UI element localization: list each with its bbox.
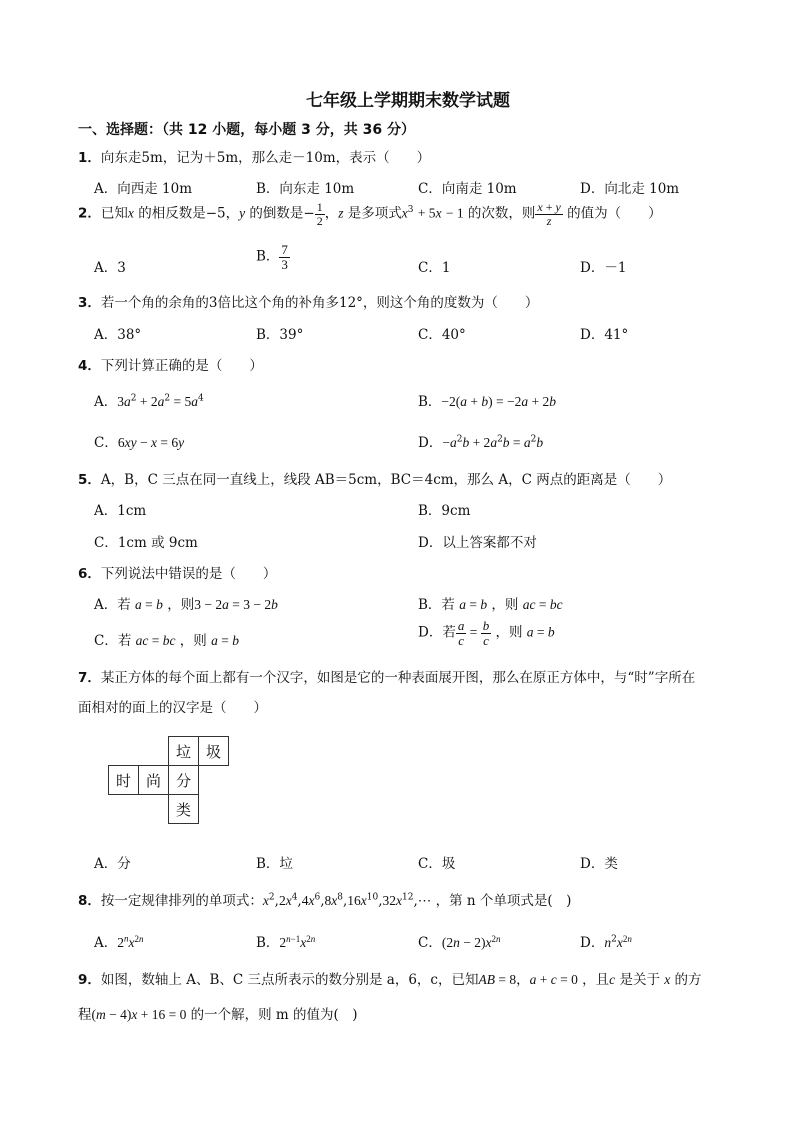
option-c: C．40° bbox=[418, 327, 466, 343]
option-d: D．类 bbox=[580, 856, 618, 872]
question-1 bbox=[78, 146, 430, 166]
question-6 bbox=[78, 562, 276, 582]
option-c: C．6xy − x = 6y bbox=[94, 435, 185, 451]
option-b: B．39° bbox=[256, 327, 304, 343]
option-d: D．－1 bbox=[580, 260, 627, 276]
question-text: 某正方体的每个面上都有一个汉字，如图是它的一种表面展开图，那么在原正方体中，与“时”字所在 bbox=[100, 670, 696, 686]
option-d: D．向北走 10m bbox=[580, 181, 680, 197]
option-a: A．1cm bbox=[94, 503, 147, 519]
question-9-line2: 程(m − 4)x + 16 = 0 的一个解，则 m 的值为( ) bbox=[78, 1007, 358, 1023]
question-7-line2: 面相对的面上的汉字是（ ） bbox=[78, 700, 267, 716]
question-text: A，B，C 三点在同一直线上，线段 AB＝5cm，BC＝4cm，那么 A，C 两点的距离是（ ） bbox=[100, 472, 672, 488]
question-4 bbox=[78, 354, 263, 374]
question-tail: ，第 n 个单项式是( ) bbox=[435, 893, 572, 909]
option-c: C．向南走 10m bbox=[418, 181, 517, 197]
question-number: 3． bbox=[78, 295, 101, 311]
option-b: B．−2(a + b) = −2a + 2b bbox=[418, 394, 557, 410]
question-number: 8． bbox=[78, 893, 101, 909]
net-cell: 垃 bbox=[169, 737, 199, 766]
question-number: 1． bbox=[78, 150, 101, 166]
option-a: A．$3a^2 + 2a^2 = 5a^4$ bbox=[94, 393, 204, 410]
option-a: A．38° bbox=[94, 327, 142, 343]
question-number: 2． bbox=[78, 205, 101, 222]
page-title: 七年级上学期期末数学试题 bbox=[306, 91, 510, 111]
option-d: D．以上答案都不对 bbox=[418, 535, 537, 551]
option-a: A．$2^nx^{2n}$ bbox=[94, 933, 144, 951]
option-c: C．1 bbox=[418, 260, 451, 276]
option-d: D．$-a^2b + 2a^2b = a^2b$ bbox=[418, 434, 544, 451]
cube-net-figure bbox=[108, 736, 229, 824]
option-b: B．向东走 10m bbox=[256, 181, 355, 197]
question-text: 若一个角的余角的3倍比这个角的补角多12°，则这个角的度数为（ ） bbox=[100, 295, 539, 311]
option-a: A．3 bbox=[94, 260, 126, 276]
option-b: B． $\frac{7}{3}$ bbox=[256, 242, 288, 272]
question-text: 如图，数轴上 A、B、C 三点所表示的数分别是 a，6，c，已知 bbox=[100, 972, 479, 988]
option-c: C．圾 bbox=[418, 856, 456, 872]
question-text: 下列说法中错误的是（ ） bbox=[100, 566, 277, 582]
question-3 bbox=[78, 291, 538, 311]
net-cell: 尚 bbox=[139, 766, 169, 795]
section-heading: 一、选择题：（共 12 小题，每小题 3 分，共 36 分） bbox=[78, 122, 415, 138]
option-b: B．$2^{n-1}x^{2n}$ bbox=[256, 933, 316, 951]
option-a: A．若 a = b ，则3 − 2a = 3 − 2b bbox=[94, 597, 278, 613]
net-cell: 分 bbox=[169, 766, 199, 795]
option-b: B．若 a = b ，则 ac = bc bbox=[418, 597, 563, 613]
option-c: C．1cm 或 9cm bbox=[94, 535, 198, 551]
question-number: 9． bbox=[78, 972, 101, 988]
option-b: B．9cm bbox=[418, 503, 471, 519]
option-a: A．向西走 10m bbox=[94, 181, 193, 197]
question-8: 8．按一定规律排列的单项式：$x^2,2x^4,4x^6,8x^8,16x^{10},32x^{12},\cdots$ ，第 n 个单项式是( ) bbox=[78, 892, 572, 909]
question-number: 4． bbox=[78, 358, 101, 374]
question-number: 6． bbox=[78, 566, 101, 582]
option-b: B．垃 bbox=[256, 856, 293, 872]
net-cell: 类 bbox=[169, 795, 199, 824]
option-c: C．$(2n - 2)x^{2n}$ bbox=[418, 933, 501, 951]
question-text: 向东走5m，记为＋5m，那么走－10m，表示（ ） bbox=[100, 150, 431, 166]
option-d: D．若 $\frac{a}{c}$ = $\frac{b}{c}$ ，则 a = b bbox=[418, 618, 555, 648]
option-c: C．若 ac = bc ，则 a = b bbox=[94, 633, 239, 649]
question-5 bbox=[78, 468, 671, 488]
option-d: D．41° bbox=[580, 327, 629, 343]
question-7 bbox=[78, 666, 695, 686]
question-text: 下列计算正确的是（ ） bbox=[100, 358, 263, 374]
option-d: D．$n^2x^{2n}$ bbox=[580, 933, 632, 951]
net-cell: 时 bbox=[109, 766, 139, 795]
question-9: 9．如图，数轴上 A、B、C 三点所表示的数分别是 a，6，c，已知AB = 8，a + c = 0 ，且c 是关于 x 的方 bbox=[78, 972, 702, 988]
question-number: 7． bbox=[78, 670, 101, 686]
option-a: A．分 bbox=[94, 856, 131, 872]
net-cell: 圾 bbox=[199, 737, 229, 766]
question-2: 2．已知x 的相反数是−5，y 的倒数是− $\frac{1}{2}$ ，z 是多项式$x^3 + 5x - 1$ 的次数，则 $\frac{x + y}{z}$ 的值为（ ） bbox=[78, 200, 662, 228]
question-number: 5． bbox=[78, 472, 101, 488]
question-text: 按一定规律排列的单项式： bbox=[100, 893, 263, 909]
